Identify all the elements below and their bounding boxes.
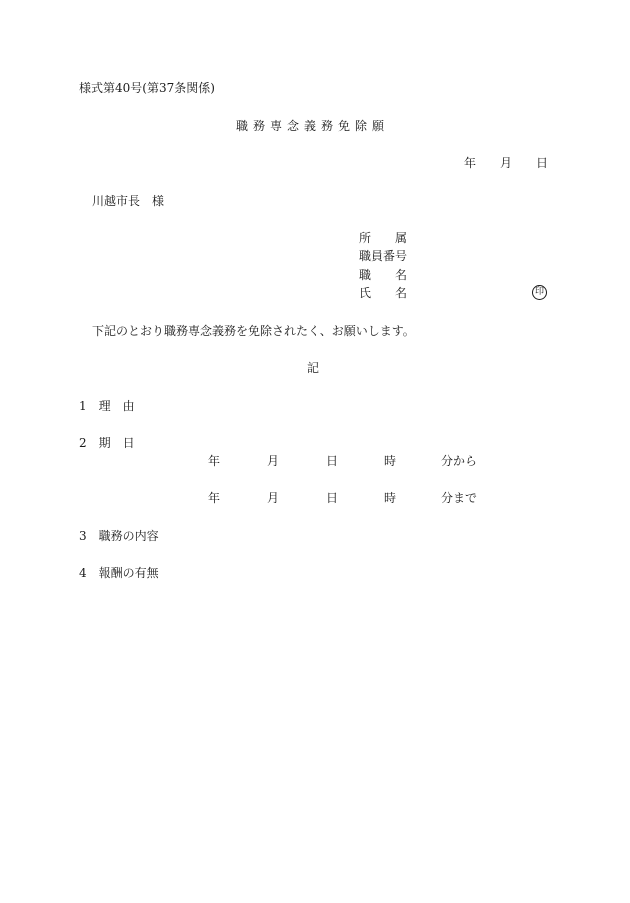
to-month: 月 <box>267 491 280 505</box>
from-minute: 分から <box>441 454 478 468</box>
form-number: 様式第40号(第37条関係) <box>79 81 215 95</box>
item-reason: 1 理 由 <box>79 399 135 413</box>
item-period: 2 期 日 <box>79 436 135 450</box>
from-year: 年 <box>208 454 221 468</box>
from-hour: 時 <box>384 454 397 468</box>
applicant-employee-number: 職員番号 <box>359 249 408 263</box>
from-month: 月 <box>267 454 280 468</box>
page-title: 職務専念義務免除願 <box>236 119 390 133</box>
date-year: 年 <box>464 156 477 170</box>
to-year: 年 <box>208 491 221 505</box>
date-day: 日 <box>536 156 549 170</box>
ki-heading: 記 <box>307 361 320 375</box>
addressee: 川越市長 様 <box>92 194 165 208</box>
item-duty-content: 3 職務の内容 <box>79 529 159 543</box>
applicant-job-title: 職 名 <box>359 268 408 282</box>
applicant-name: 氏 名 <box>359 286 408 300</box>
item-remuneration: 4 報酬の有無 <box>79 566 159 580</box>
request-text: 下記のとおり職務専念義務を免除されたく、お願いします。 <box>92 324 415 338</box>
to-hour: 時 <box>384 491 397 505</box>
seal-mark: 印 <box>532 285 547 300</box>
to-day: 日 <box>326 491 339 505</box>
date-month: 月 <box>500 156 513 170</box>
applicant-affiliation: 所 属 <box>359 231 408 245</box>
to-minute: 分まで <box>441 491 478 505</box>
from-day: 日 <box>326 454 339 468</box>
